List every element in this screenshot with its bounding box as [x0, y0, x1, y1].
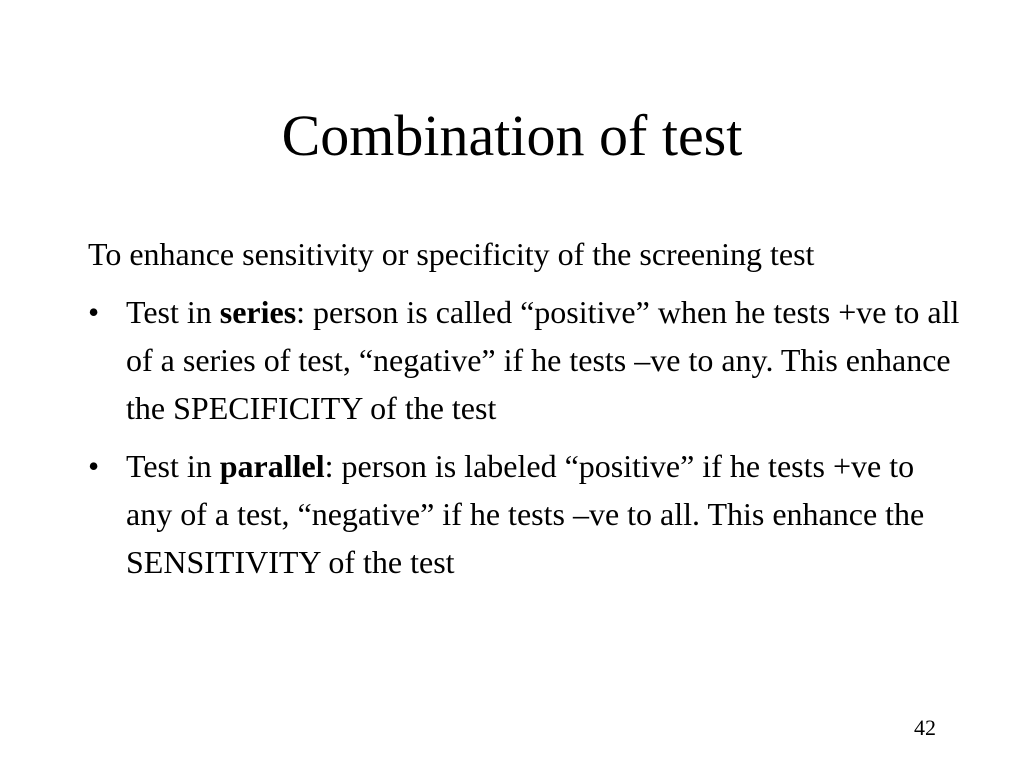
- bullet-series-pre: Test in: [126, 294, 220, 330]
- bullet-marker: •: [88, 294, 100, 330]
- slide-body: [88, 230, 968, 596]
- bullet-parallel-pre: Test in: [126, 448, 220, 484]
- bullet-series: [88, 288, 968, 432]
- bullet-parallel: [88, 442, 968, 586]
- bullet-parallel-text: : person is labeled “positive” if he tests +ve to any of a test, “negative” if he tests –ve to all. This enhance the SENSITIVITY of the test: [126, 448, 925, 580]
- bullet-series-text: : person is called “positive” when he tests +ve to all of a series of test, “negative” if he tests –ve to any. This enhance the SPECIFICITY of the test: [126, 294, 960, 426]
- intro-paragraph: To enhance sensitivity or specificity of the screening test: [88, 236, 815, 272]
- bullet-parallel-keyword: parallel: [219, 448, 325, 484]
- bullet-series-keyword: series: [219, 294, 297, 330]
- page-number: 42: [914, 715, 936, 740]
- slide-title: Combination of test: [281, 103, 743, 168]
- bullet-marker: •: [88, 448, 100, 484]
